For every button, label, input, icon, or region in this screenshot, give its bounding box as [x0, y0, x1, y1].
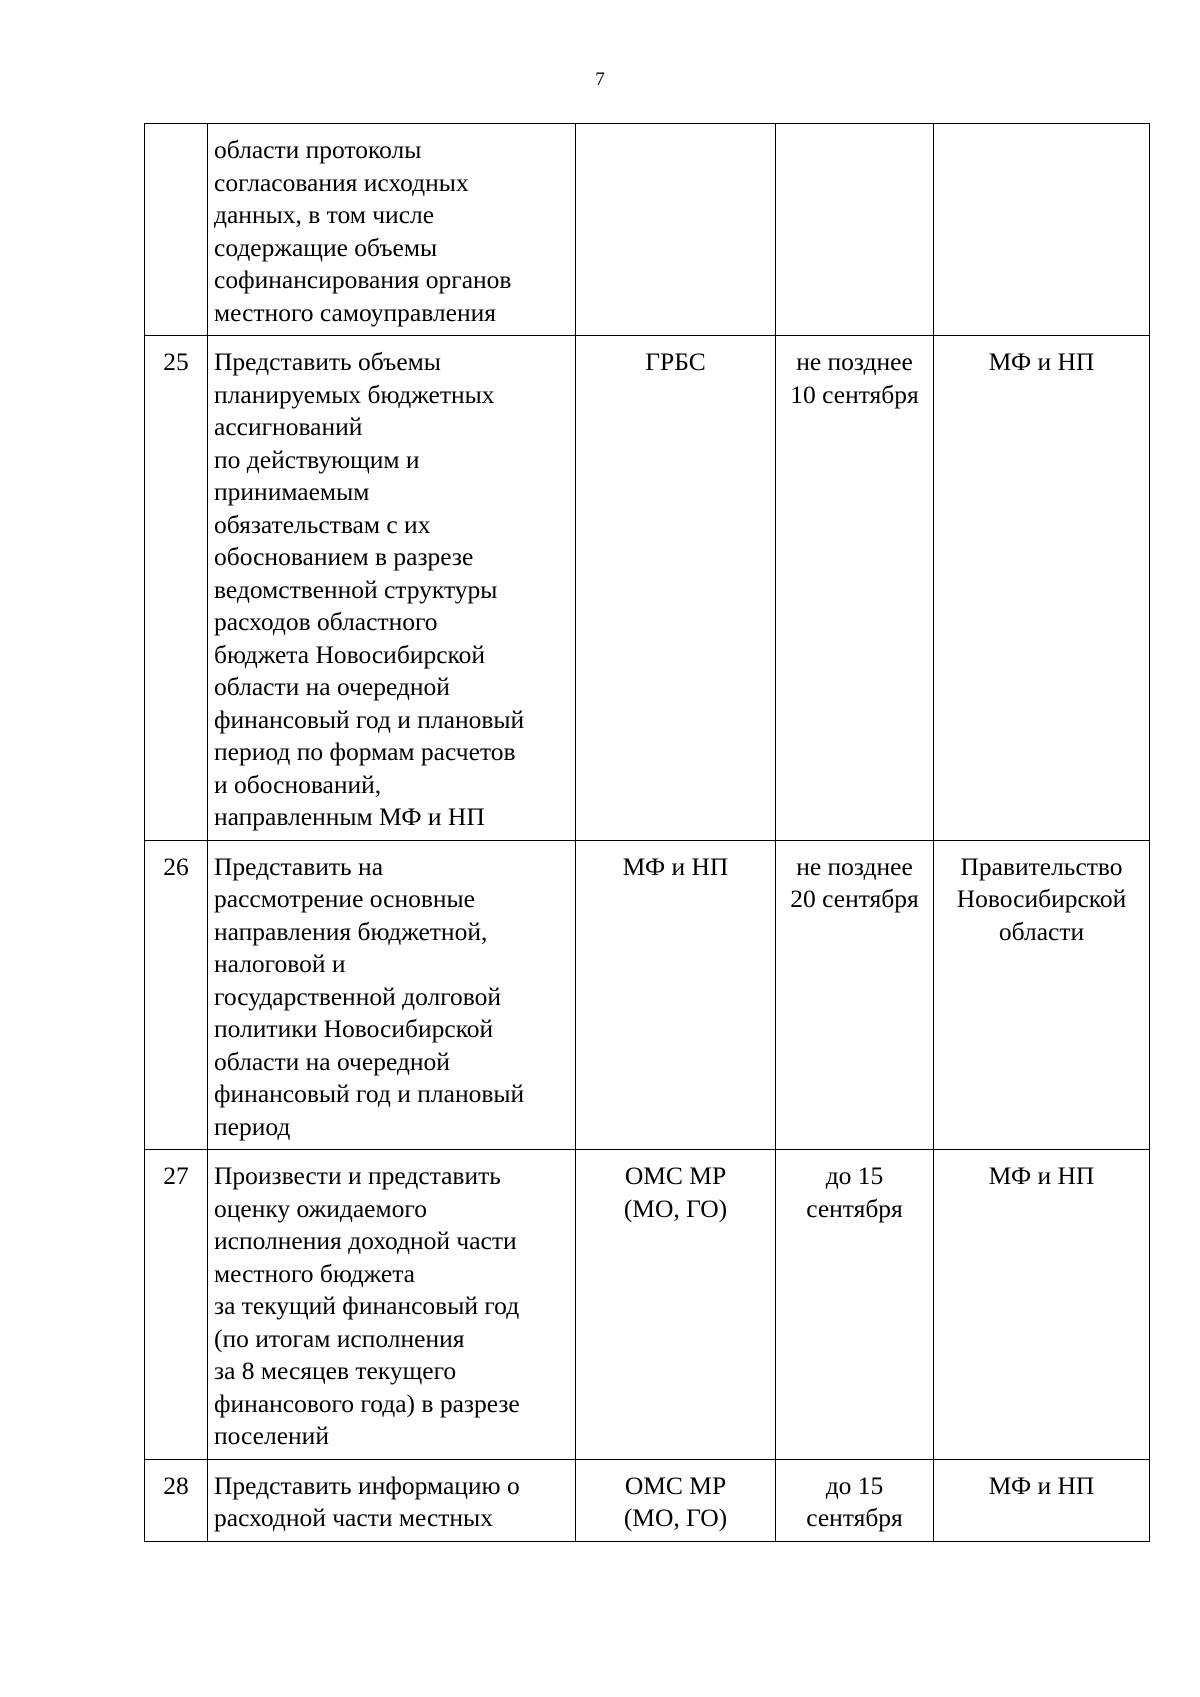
task-text-line: обоснованием в разрезе: [214, 542, 474, 571]
task-text-line: Представить информацию о: [214, 1470, 520, 1500]
responsible-text-line: (МО, ГО): [623, 1503, 728, 1532]
row-number: 26: [163, 851, 189, 881]
deadline-text-line: не позднее: [796, 347, 913, 376]
task-text-line: за текущий финансовый год: [214, 1291, 520, 1320]
deadline-text-line: до 15: [825, 1161, 884, 1190]
recipient-text-line: МФ и НП: [988, 1470, 1095, 1500]
task-text-line: местного самоуправления: [214, 297, 496, 327]
task-cell: [208, 336, 576, 841]
task-cell: [208, 124, 576, 336]
task-text-line: исполнения доходной части: [214, 1226, 517, 1255]
task-text-line: по действующим и: [214, 444, 420, 474]
task-text-line: местного бюджета: [214, 1258, 415, 1288]
task-text-line: финансового года) в разрезе: [214, 1388, 520, 1418]
recipient-cell: [934, 1459, 1150, 1541]
task-text-line: поселений: [214, 1421, 329, 1450]
task-text-line: финансовый год и плановый: [214, 1079, 525, 1108]
task-text-line: области на очередной: [214, 1046, 450, 1076]
task-text-line: области на очередной: [214, 672, 450, 701]
recipient-text-line: МФ и НП: [988, 1161, 1095, 1190]
deadline-cell: [776, 1459, 934, 1541]
task-text-line: направленным МФ и НП: [214, 802, 485, 831]
task-text-line: оценку ожидаемого: [214, 1193, 427, 1223]
deadline-cell: [776, 124, 934, 336]
deadline-text-line: сентября: [806, 1193, 903, 1223]
responsible-text-line: МФ и НП: [622, 851, 729, 881]
row-number-cell: [145, 1459, 208, 1541]
task-cell: [208, 840, 576, 1150]
task-text-line: расходов областного: [214, 607, 438, 636]
task-text-line: ведомственной структуры: [214, 574, 498, 604]
row-number: 28: [163, 1470, 189, 1500]
recipient-text-line: Правительство: [960, 851, 1123, 881]
responsible-text-line: (МО, ГО): [623, 1193, 728, 1223]
task-text-line: направления бюджетной,: [214, 916, 488, 946]
responsible-text-line: ОМС МР: [624, 1470, 727, 1500]
task-text-line: и обоснований,: [214, 769, 382, 799]
row-number-cell: [145, 840, 208, 1150]
deadline-text-line: не позднее: [796, 851, 913, 881]
task-text-line: расходной части местных: [214, 1503, 493, 1532]
task-text-line: содержащие объемы: [214, 232, 438, 262]
task-text-line: софинансирования органов: [214, 265, 512, 294]
table-row: [145, 840, 1150, 1150]
row-number-cell: [145, 336, 208, 841]
table-row: [145, 336, 1150, 841]
task-text-line: рассмотрение основные: [214, 884, 476, 913]
deadline-text-line: до 15: [825, 1470, 884, 1500]
table-row: [145, 1459, 1150, 1541]
deadline-cell: [776, 840, 934, 1150]
deadline-text-line: 20 сентября: [790, 884, 919, 913]
task-cell: [208, 1459, 576, 1541]
responsible-text-line: ГРБС: [645, 347, 706, 376]
row-number: 25: [163, 347, 189, 376]
responsible-cell: [576, 840, 776, 1150]
task-text-line: период: [214, 1111, 291, 1141]
task-text-line: области протоколы: [214, 135, 422, 164]
recipient-cell: [934, 1150, 1150, 1460]
task-text-line: (по итогам исполнения: [214, 1323, 465, 1353]
recipient-text-line: области: [998, 916, 1085, 946]
task-text-line: финансовый год и плановый: [214, 704, 525, 734]
deadline-text-line: 10 сентября: [790, 379, 919, 409]
recipient-text-line: Новосибирской: [956, 884, 1127, 913]
row-number: 27: [163, 1161, 189, 1190]
table-row: [145, 1150, 1150, 1460]
deadline-cell: [776, 336, 934, 841]
task-text-line: принимаемым: [214, 477, 370, 506]
responsible-cell: [576, 124, 776, 336]
task-text-line: обязательствам с их: [214, 509, 431, 539]
recipient-cell: [934, 124, 1150, 336]
task-text-line: Представить объемы: [214, 347, 441, 376]
responsible-cell: [576, 1150, 776, 1460]
task-text-line: Произвести и представить: [214, 1161, 501, 1190]
task-text-line: за 8 месяцев текущего: [214, 1356, 457, 1385]
task-text-line: Представить на: [214, 851, 384, 881]
deadline-cell: [776, 1150, 934, 1460]
deadline-text-line: сентября: [806, 1503, 903, 1532]
plan-table: [144, 123, 1150, 1542]
responsible-cell: [576, 336, 776, 841]
recipient-cell: [934, 336, 1150, 841]
task-text-line: налоговой и: [214, 949, 346, 978]
task-text-line: политики Новосибирской: [214, 1014, 494, 1043]
page-number: 7: [595, 69, 605, 90]
recipient-text-line: МФ и НП: [988, 347, 1095, 376]
task-text-line: данных, в том числе: [214, 200, 435, 229]
task-text-line: бюджета Новосибирской: [214, 639, 486, 669]
task-cell: [208, 1150, 576, 1460]
table-row: [145, 124, 1150, 336]
plan-table-body: [145, 124, 1150, 1542]
task-text-line: ассигнований: [214, 412, 363, 441]
row-number-cell: [145, 124, 208, 336]
recipient-cell: [934, 840, 1150, 1150]
task-text-line: согласования исходных: [214, 167, 469, 197]
row-number-cell: [145, 1150, 208, 1460]
task-text-line: период по формам расчетов: [214, 737, 516, 766]
responsible-cell: [576, 1459, 776, 1541]
responsible-text-line: ОМС МР: [624, 1161, 727, 1190]
task-text-line: планируемых бюджетных: [214, 379, 495, 409]
task-text-line: государственной долговой: [214, 981, 502, 1011]
